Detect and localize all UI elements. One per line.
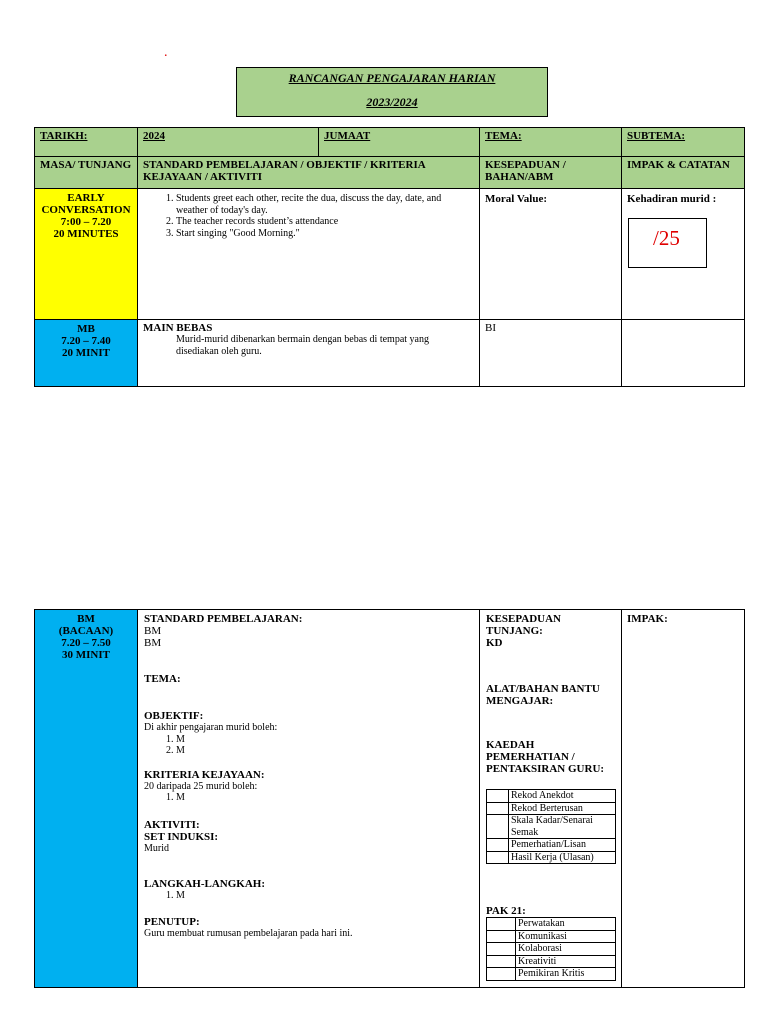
early-activities-cell bbox=[137, 188, 480, 320]
bm-kaedah-label: KAEDAH PEMERHATIAN / PENTAKSIRAN GURU: bbox=[486, 739, 605, 775]
checklist-row bbox=[487, 918, 616, 931]
title-box bbox=[236, 67, 548, 117]
checklist-row bbox=[487, 968, 616, 981]
day-cell: JUMAAT bbox=[318, 127, 480, 157]
early-time-label: EARLY CONVERSATION bbox=[41, 192, 131, 216]
checklist-row bbox=[487, 790, 616, 803]
kaedah-checklist bbox=[486, 789, 616, 864]
checklist-label: Perwatakan bbox=[516, 918, 616, 931]
bm-time-cell bbox=[34, 609, 138, 988]
masa-header: MASA/ TUNJANG bbox=[34, 156, 138, 189]
pak21-checklist bbox=[486, 917, 616, 981]
moral-value-cell: Moral Value: bbox=[479, 188, 622, 320]
tarikh-label: TARIKH: bbox=[34, 127, 138, 157]
bm-sp-line: BM bbox=[144, 625, 162, 637]
bm-impak-cell: IMPAK: bbox=[621, 609, 745, 988]
bm-time-range: 7.20 – 7.50 bbox=[61, 637, 111, 649]
mb-time-duration: 20 MINIT bbox=[62, 347, 110, 359]
mb-time-label: MB bbox=[77, 323, 95, 335]
checkbox[interactable] bbox=[487, 943, 516, 956]
attendance-box bbox=[628, 218, 707, 268]
checklist-row bbox=[487, 851, 616, 864]
checklist-label: Pemerhatian/Lisan bbox=[509, 839, 616, 852]
checkbox[interactable] bbox=[487, 839, 509, 852]
mb-bahan-cell: BI bbox=[479, 319, 622, 387]
bm-objektif-intro: Di akhir pengajaran murid boleh: bbox=[144, 722, 278, 733]
bm-alat-label: ALAT/BAHAN BANTU MENGAJAR: bbox=[486, 683, 600, 707]
checkbox[interactable] bbox=[487, 918, 516, 931]
bm-kriteria: KRITERIA KEJAYAAN: bbox=[144, 768, 265, 781]
standard-header: STANDARD PEMBELAJARAN / OBJEKTIF / KRITERIA KEJAYAAN / AKTIVITI bbox=[137, 156, 480, 189]
mb-impak-cell bbox=[621, 319, 745, 387]
checklist-label: Skala Kadar/Senarai Semak bbox=[509, 815, 616, 839]
checklist-label: Rekod Berterusan bbox=[509, 802, 616, 815]
checkbox[interactable] bbox=[487, 851, 509, 864]
bm-kriteria-intro: 20 daripada 25 murid boleh: bbox=[144, 780, 258, 792]
impak-header: IMPAK & CATATAN bbox=[621, 156, 745, 189]
list-item: 2. The teacher records student’s attendance bbox=[176, 216, 473, 228]
page-year: 2023/2024 bbox=[366, 95, 418, 109]
bm-lesson-cell bbox=[137, 609, 480, 988]
bm-subject: BM bbox=[77, 613, 95, 625]
bm-pak21-label: PAK 21: bbox=[486, 905, 526, 917]
checklist-label: Rekod Anekdot bbox=[509, 790, 616, 803]
checkbox[interactable] bbox=[487, 815, 509, 839]
bm-penutup-text: Guru membuat rumusan pembelajaran pada hari ini. bbox=[144, 927, 353, 939]
bm-kesepaduan-label: KESEPADUAN bbox=[486, 613, 561, 625]
checklist-row bbox=[487, 839, 616, 852]
attendance-value: /25 bbox=[653, 226, 680, 250]
checklist-label: Kreativiti bbox=[516, 955, 616, 968]
early-time-cell bbox=[34, 188, 138, 320]
checkbox[interactable] bbox=[487, 802, 509, 815]
list-item: 1. M bbox=[176, 890, 473, 902]
list-item: 1. Students greet each other, recite the dua, discuss the day, date, and weather of today's day. bbox=[176, 193, 473, 216]
early-time-duration: 20 MINUTES bbox=[53, 228, 119, 240]
list-item: 1. M bbox=[176, 792, 473, 804]
checkbox[interactable] bbox=[487, 930, 516, 943]
bm-sp-line: BM bbox=[144, 637, 162, 649]
bm-tunjang-value: KD bbox=[486, 637, 503, 649]
checklist-row bbox=[487, 943, 616, 956]
list-item: 3. Start singing "Good Morning." bbox=[176, 228, 473, 240]
mb-time-cell bbox=[34, 319, 138, 387]
checklist-row bbox=[487, 930, 616, 943]
list-item: 1. M bbox=[176, 734, 473, 746]
checklist-row bbox=[487, 955, 616, 968]
bm-sp-heading: STANDARD PEMBELAJARAN: bbox=[144, 613, 303, 625]
bm-set-induksi: SET INDUKSI: bbox=[144, 830, 219, 843]
mb-activity-cell bbox=[137, 319, 480, 387]
bm-tunjang-label: TUNJANG: bbox=[486, 625, 543, 637]
bm-tema: TEMA: bbox=[144, 673, 181, 685]
mb-description: Murid-murid dibenarkan bermain dengan bebas di tempat yang disediakan oleh guru. bbox=[176, 334, 429, 357]
checklist-row bbox=[487, 815, 616, 839]
checkbox[interactable] bbox=[487, 968, 516, 981]
red-mark: . bbox=[164, 45, 168, 60]
bm-penutup: PENUTUP: bbox=[144, 915, 200, 928]
page-title: RANCANGAN PENGAJARAN HARIAN bbox=[288, 71, 496, 85]
bm-set-induksi-text: Murid bbox=[144, 842, 169, 854]
bm-time-duration: 30 MINIT bbox=[62, 649, 110, 661]
checkbox[interactable] bbox=[487, 790, 509, 803]
checkbox[interactable] bbox=[487, 955, 516, 968]
bm-subject-type: (BACAAN) bbox=[58, 625, 114, 637]
kehadiran-cell: Kehadiran murid : bbox=[621, 188, 745, 320]
mb-time-range: 7.20 – 7.40 bbox=[61, 335, 111, 347]
list-item: 2. M bbox=[176, 745, 473, 757]
year-cell: 2024 bbox=[137, 127, 319, 157]
bm-aktiviti: AKTIVITI: bbox=[144, 818, 200, 831]
mb-heading: MAIN BEBAS bbox=[143, 322, 213, 334]
bm-objektif: OBJEKTIF: bbox=[144, 710, 204, 722]
checklist-label: Kolaborasi bbox=[516, 943, 616, 956]
bm-langkah: LANGKAH-LANGKAH: bbox=[144, 878, 265, 890]
subtema-label: SUBTEMA: bbox=[621, 127, 745, 157]
kesepaduan-header: KESEPADUAN / BAHAN/ABM bbox=[479, 156, 622, 189]
checklist-row bbox=[487, 802, 616, 815]
early-time-range: 7:00 – 7.20 bbox=[60, 216, 112, 228]
checklist-label: Hasil Kerja (Ulasan) bbox=[509, 851, 616, 864]
tema-label: TEMA: bbox=[479, 127, 622, 157]
checklist-label: Pemikiran Kritis bbox=[516, 968, 616, 981]
checklist-label: Komunikasi bbox=[516, 930, 616, 943]
